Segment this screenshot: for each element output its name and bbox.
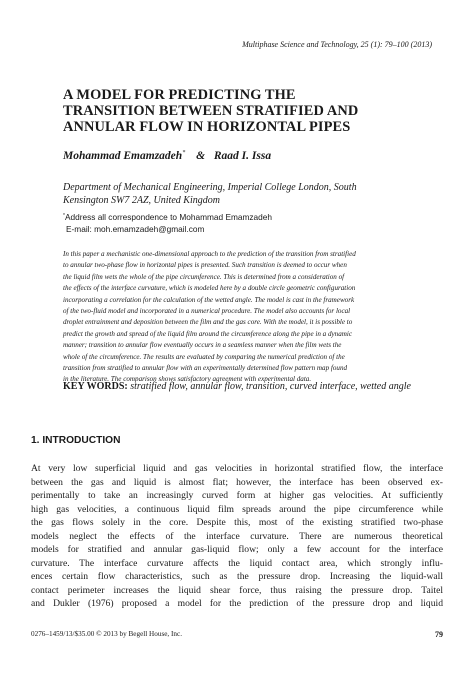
copyright-footer: 0276–1459/13/$35.00 © 2013 by Begell House, Inc. (31, 630, 182, 638)
author-list (63, 150, 271, 162)
section-heading: 1. INTRODUCTION (31, 435, 121, 446)
title-line: ANNULAR FLOW IN HORIZONTAL PIPES (63, 119, 351, 135)
page-number: 79 (435, 630, 443, 639)
abstract-line: the liquid film wets the whole of the pipe circumference. This is determined from a consideration of (63, 272, 345, 281)
author-name: Raad I. Issa (213, 150, 272, 162)
title-line: TRANSITION BETWEEN STRATIFIED AND (63, 103, 359, 119)
keywords (63, 380, 425, 393)
keywords-label: KEY WORDS: (63, 381, 128, 392)
abstract-line: droplet entrainment and deposition between the film and the gas core. With the model, it is possible to (63, 318, 353, 327)
body-line: between the gas and liquid is almost flat; however, the interface has been observed ex- (31, 476, 443, 488)
abstract (63, 249, 421, 386)
body-line: perimentally to take an increasingly curved form at higher gas velocities. At sufficiently (31, 490, 443, 502)
abstract-line: to annular two-phase flow in horizontal pipes is presented. Such transition is deemed to occur when (63, 261, 347, 270)
affiliation (63, 181, 357, 207)
body-line: At very low superficial liquid and gas velocities in horizontal stratified flow, the interface (31, 463, 443, 474)
abstract-line: manner; transition to annular flow eventually occurs in a seamless manner when the film wets the (63, 341, 342, 350)
abstract-line: in the literature. The comparison shows satisfactory agreement with experimental data. (63, 375, 312, 384)
body-line: and Dukler (1976) proposed a model for the prediction of the pressure drop and liquid (31, 598, 443, 610)
affiliation-line: Kensington SW7 2AZ, United Kingdom (63, 195, 220, 206)
author-name: Mohammad Emamzadeh (63, 150, 183, 162)
abstract-line: transition from stratified to annular flow with an experimentally determined flow pattern map found (63, 364, 348, 373)
abstract-line: In this paper a mechanistic one-dimensional approach to the prediction of the transition from stratified (63, 250, 356, 258)
body-line: curvature. The interface curvature affects the liquid contact area, which strongly influ- (31, 557, 443, 569)
abstract-line: incorporating a correlation for the calculation of the wetted angle. The model is cast in the framework (63, 295, 355, 304)
abstract-line: predict the growth and spread of the liquid film around the circumference along the pipe in a dynamic (63, 329, 353, 338)
body-line: models for stratified and annular gas-liquid flow; only a few account for the interface (31, 544, 443, 556)
correspondence-email[interactable]: E-mail: moh.emamzadeh@gmail.com (66, 224, 205, 234)
abstract-line: whole of the circumference. The results are evaluated by comparing the numerical prediction of the (63, 352, 345, 361)
body-line: contact perimeter increases the liquid shear force, thus raising the pressure drop. Taitel (31, 584, 443, 596)
body-line: high gas velocities, a continuous liquid film spreads around the pipe circumference while (31, 503, 443, 515)
correspondence-address: Address all correspondence to Mohammad Emamzadeh (64, 212, 273, 222)
body-line: the gas flows solely in the core. Despite this, most of the existing stratified two-phase (31, 517, 443, 529)
affiliation-line: Department of Mechanical Engineering, Imperial College London, South (63, 182, 357, 193)
body-line: ences certain flow characteristics, such as the pressure drop. Increasing the liquid-wall (31, 571, 443, 583)
paper-title (63, 87, 423, 135)
author-separator: & (196, 150, 206, 162)
title-line: A MODEL FOR PREDICTING THE (63, 87, 296, 103)
abstract-line: the effects of the interface curvature, which is modeled here by a double circle geometric configuration (63, 284, 356, 293)
correspondence-note (63, 210, 272, 235)
body-text (31, 462, 443, 611)
body-line: models neglect the effects of the interface curvature. There are numerous theoretical (31, 530, 443, 542)
corresponding-mark: * (182, 150, 186, 156)
journal-citation: Multiphase Science and Technology, 25 (1): 79–100 (2013) (242, 40, 432, 49)
keywords-text: stratified flow, annular flow, transition, curved interface, wetted angle (130, 381, 411, 392)
abstract-line: of the two-fluid model and incorporated in a numerical procedure. The model also accounts for local (63, 307, 351, 316)
corresponding-mark: * (63, 213, 65, 219)
